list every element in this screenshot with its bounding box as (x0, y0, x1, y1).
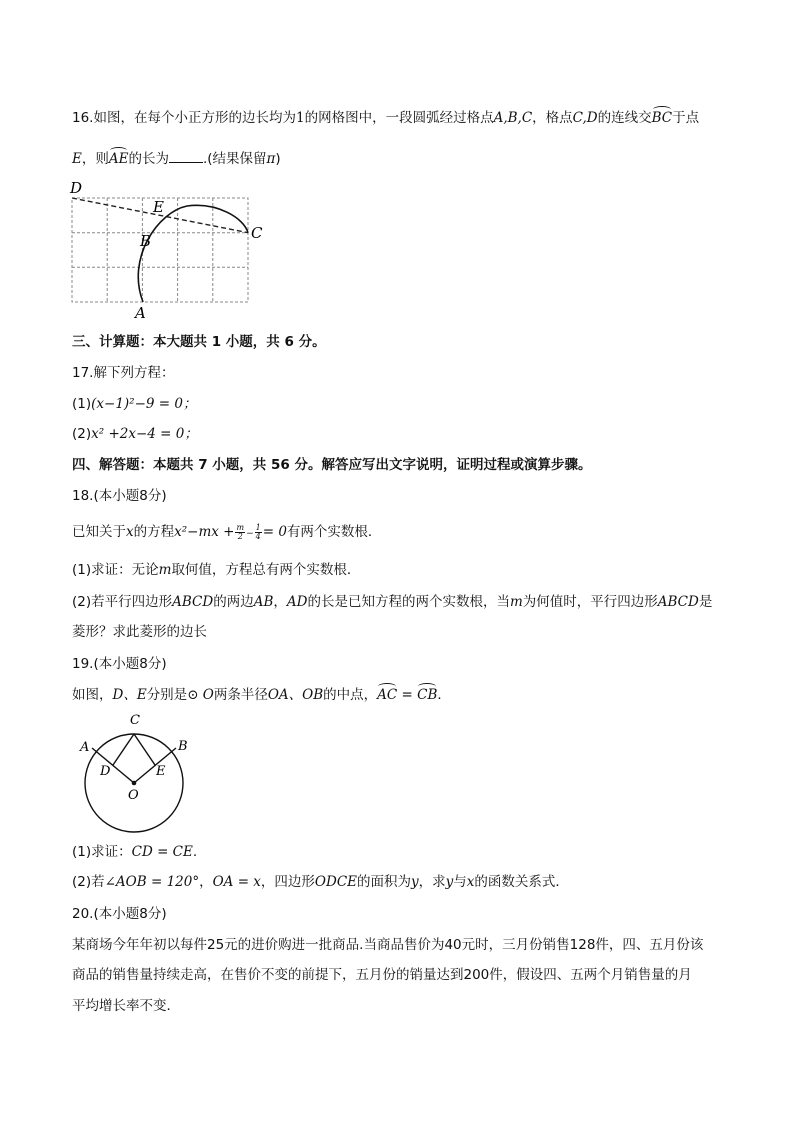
q16-line2: E，则AE的长为 .(结果保留π) (72, 151, 281, 167)
fraction-1-over-4: $\frac{1}{4}$ (255, 522, 261, 541)
q19-circle-figure (72, 706, 202, 834)
q19-part1: (1)求证：CD = CE. (72, 844, 198, 860)
segment-cd (113, 734, 134, 765)
arc-abc (138, 205, 248, 302)
q19-title: 19.(本小题8分) (72, 656, 167, 672)
q16-grid-figure (62, 178, 282, 320)
label-c: C (251, 224, 263, 242)
q20-title: 20.(本小题8分) (72, 906, 167, 922)
q18-part1: (1)求证：无论m取何值，方程总有两个实数根． (72, 562, 361, 578)
section3-heading: 三、计算题：本大题共 1 小题，共 6 分。 (72, 334, 326, 350)
q20-line2: 商品的销售量持续走高，在售价不变的前提下，五月份的销量达到200件，假设四、五两个月销售量的月 (72, 967, 692, 983)
segment-ce (134, 734, 155, 765)
q19-part2: (2)若∠AOB = 120°，OA = x，四边形ODCE的面积为y，求y与x的函数关系式． (72, 874, 569, 890)
radius-ob (134, 748, 176, 783)
radius-oa (92, 748, 134, 783)
arc-ae: AE (108, 151, 129, 167)
label-d: D (100, 764, 111, 779)
q20-line1: 某商场今年年初以每件25元的进价购进一批商品.当商品售价为40元时，三月份销售128件，四、五月份该 (72, 937, 704, 953)
label-e: E (153, 198, 164, 216)
q17-title: 17.解下列方程： (72, 365, 175, 381)
section4-heading: 四、解答题：本题共 7 小题，共 56 分。解答应写出文字说明，证明过程或演算步骤。 (72, 457, 592, 473)
q18-part2-line1: (2)若平行四边形ABCD的两边AB，AD的长是已知方程的两个实数根，当m为何值时，平行四边形ABCD是 (72, 594, 713, 610)
label-c: C (130, 713, 140, 728)
q17-eq1: (1)(x−1)²−9 = 0； (72, 396, 197, 412)
arc-ac: AC (377, 687, 398, 703)
q18-part2-line2: 菱形？求此菱形的边长 (72, 624, 207, 640)
q17-eq2: (2)x² +2x−4 = 0； (72, 426, 198, 442)
center-dot (132, 781, 137, 786)
answer-blank (169, 150, 203, 163)
label-o: O (128, 788, 139, 803)
q16-line1: 16.如图，在每个小正方形的边长均为1的网格图中，一段圆弧经过格点A,B,C，格点C,D的连线交BC于点 (72, 110, 700, 126)
arc-bc: BC (651, 110, 673, 126)
q20-line3: 平均增长率不变． (72, 998, 180, 1014)
arc-cb: CB (417, 687, 438, 703)
label-e: E (156, 764, 166, 779)
label-d: D (70, 179, 83, 197)
fraction-m-over-2: $\frac{m}{2}$ (236, 522, 245, 541)
q19-stem: 如图，D、E分别是⊙ O两条半径OA、OB的中点，AC = CB． (72, 687, 451, 703)
label-b: B (140, 232, 152, 250)
q18-stem: 已知关于x的方程x²−mx + $\frac{m}{2}$ − $\frac{1}{4}$ = 0有两个实数根． (72, 522, 382, 541)
label-a: A (135, 304, 146, 320)
q18-title: 18.(本小题8分) (72, 488, 167, 504)
label-b: B (178, 739, 188, 754)
label-a: A (80, 740, 90, 755)
